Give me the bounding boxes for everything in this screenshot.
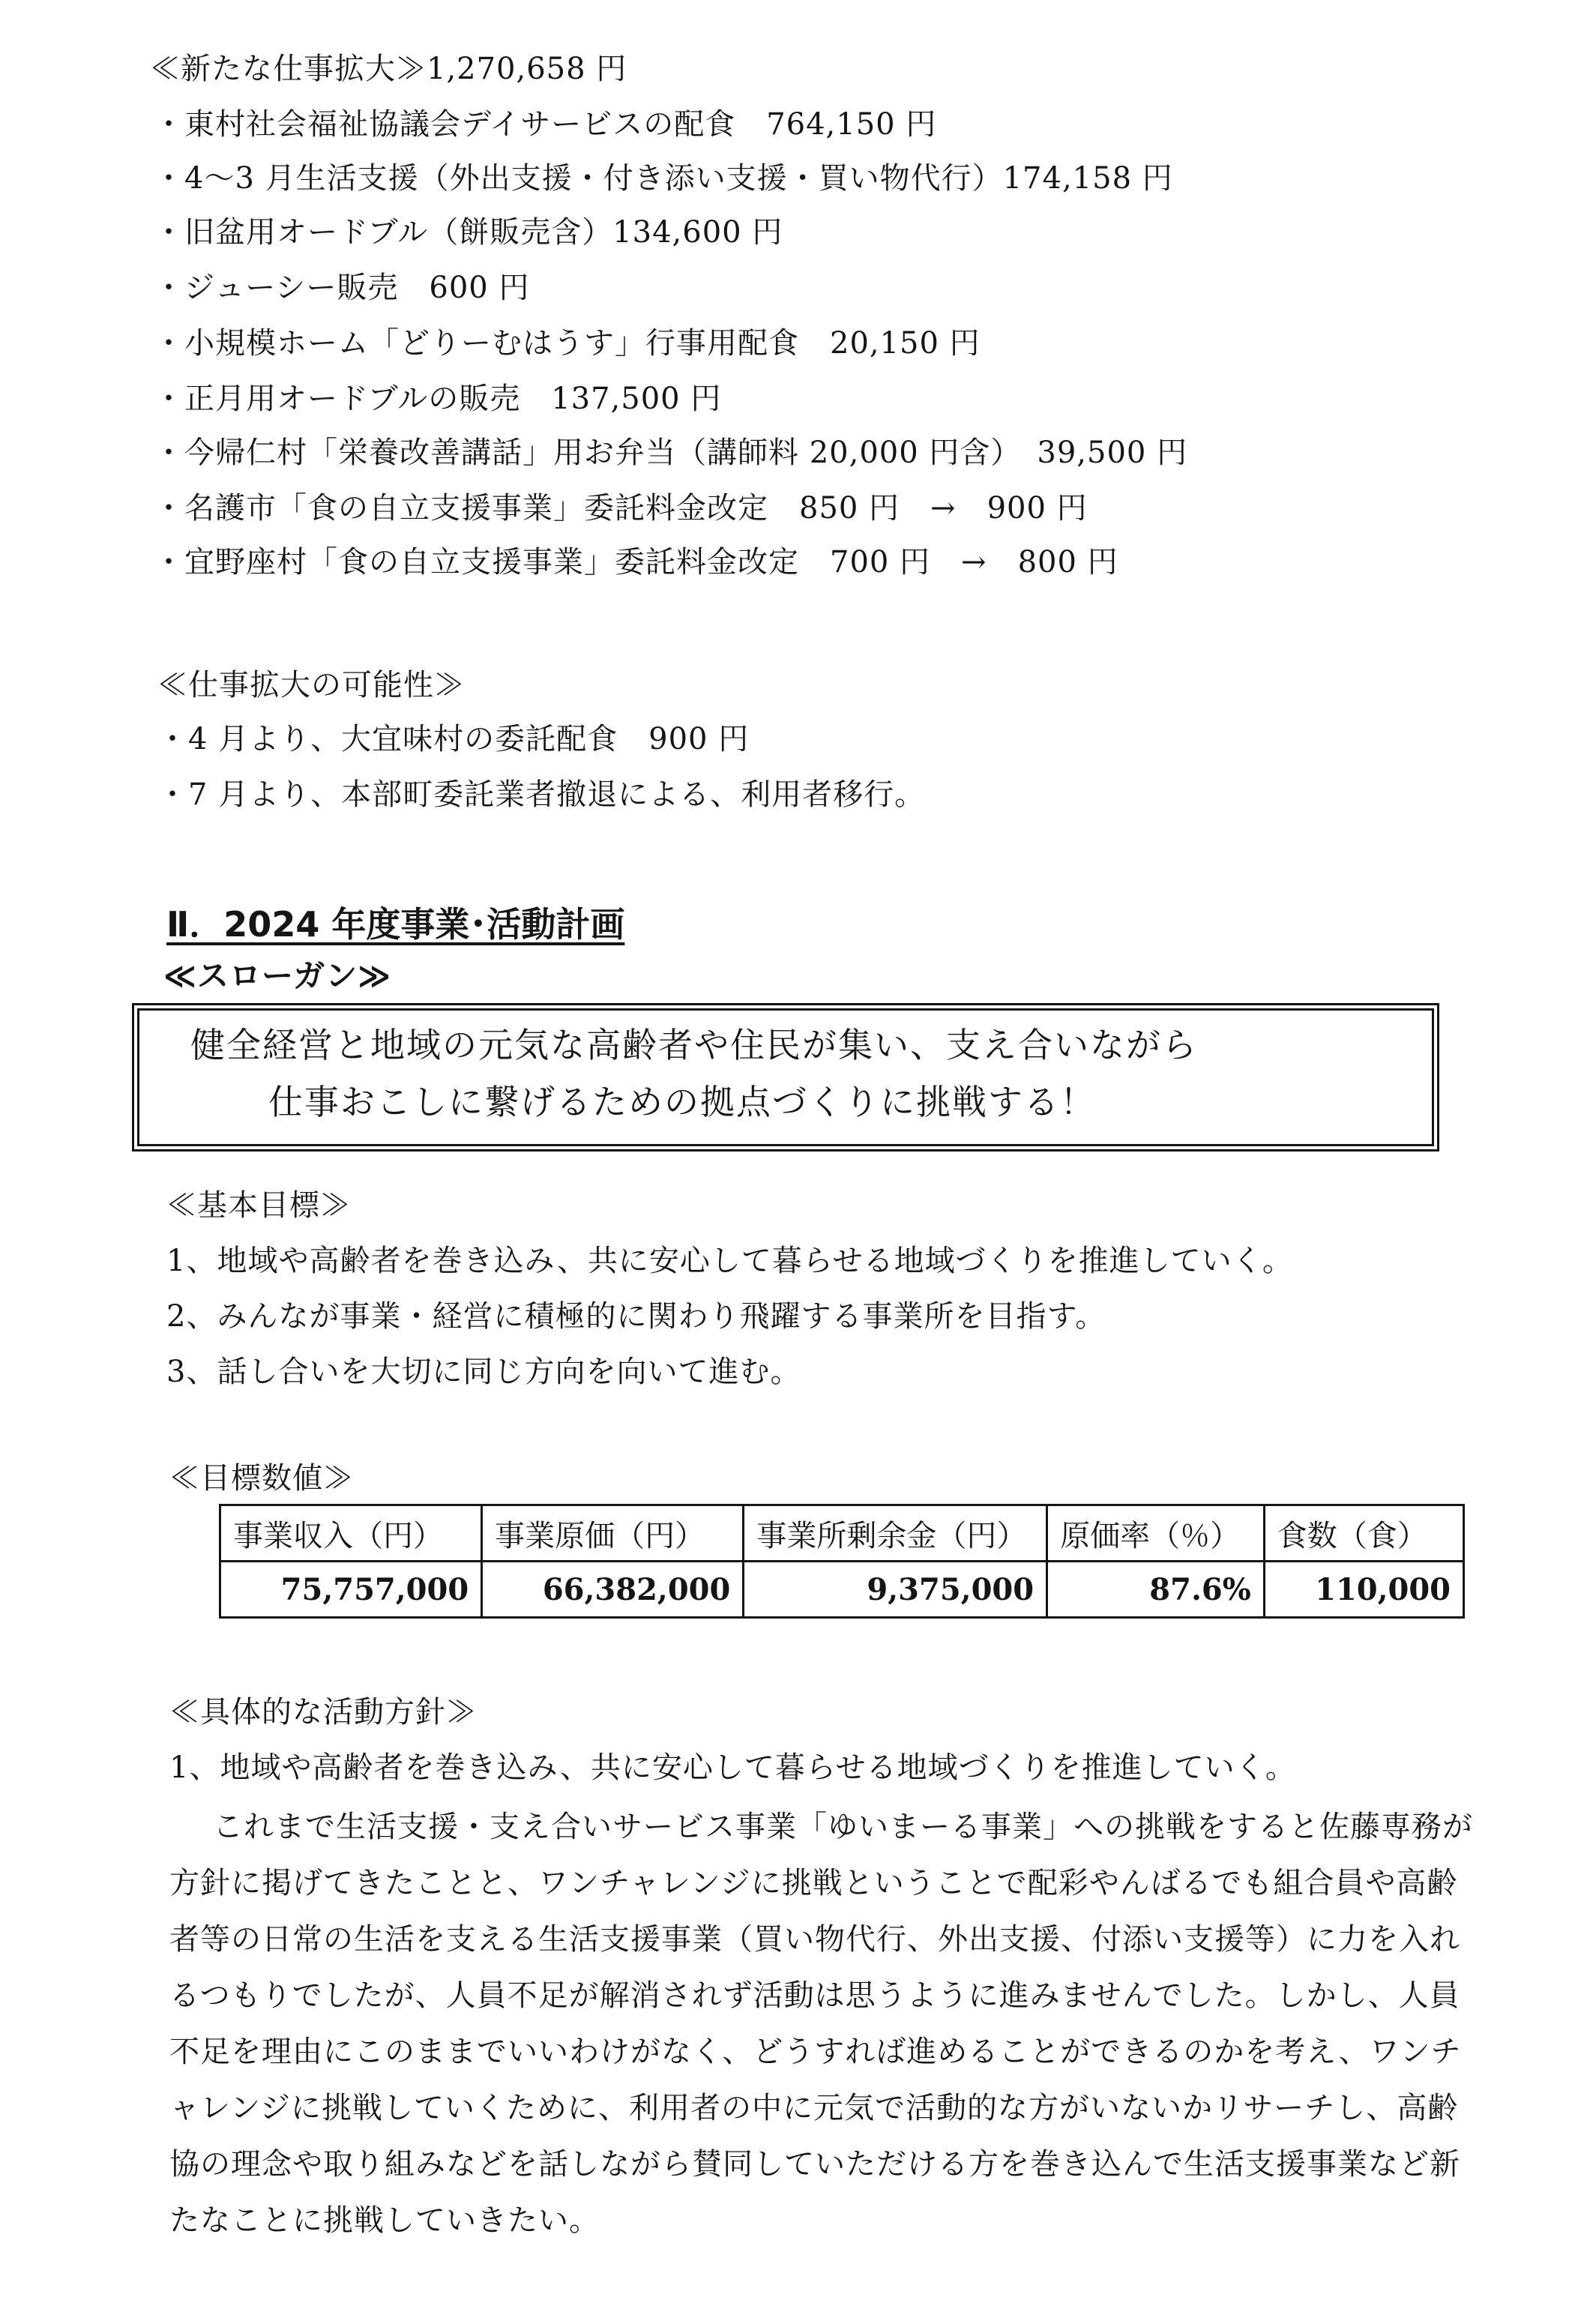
expansion-item: ・旧盆用オードブル（餅販売含）134,600 円: [154, 215, 783, 250]
policy-item: 1、地域や高齢者を巻き込み、共に安心して暮らせる地域づくりを推進していく。: [169, 1750, 1296, 1785]
slogan-line: 健全経営と地域の元気な高齢者や住民が集い、支え合いながら: [190, 1025, 1198, 1065]
table-header-row: [220, 1505, 1464, 1562]
targets-heading: ≪目標数値≫: [169, 1461, 354, 1496]
goal-item: 1、地域や高齢者を巻き込み、共に安心して暮らせる地域づくりを推進していく。: [166, 1244, 1293, 1278]
table-cell: 75,757,000: [220, 1562, 482, 1618]
slogan-box: [132, 1003, 1439, 1152]
possibility-item: ・4 月より、大宜味村の委託配食 900 円: [157, 722, 750, 756]
goal-item: 3、話し合いを大切に同じ方向を向いて進む。: [166, 1355, 801, 1389]
goal-item: 2、みんなが事業・経営に積極的に関わり飛躍する事業所を目指す。: [166, 1299, 1106, 1334]
targets-table: [219, 1504, 1465, 1619]
expansion-item: ・今帰仁村「栄養改善講話」用お弁当（講師料 20,000 円含） 39,500 円: [154, 436, 1188, 470]
table-header-cell: 食数（食）: [1264, 1505, 1463, 1562]
table-cell: 87.6%: [1047, 1562, 1265, 1618]
table-header-cell: 事業所剰余金（円）: [744, 1505, 1047, 1562]
slogan-heading: ≪スローガン≫: [163, 957, 392, 994]
expansion-item: ・4〜3 月生活支援（外出支援・付き添い支援・買い物代行）174,158 円: [154, 161, 1173, 196]
slogan-line: 仕事おこしに繋げるための拠点づくりに挑戦する！: [268, 1082, 1096, 1122]
table-row: [220, 1562, 1464, 1618]
table-cell: 110,000: [1264, 1562, 1463, 1618]
expansion-item: ・ジューシー販売 600 円: [154, 271, 530, 305]
expansion-item: ・名護市「食の自立支援事業」委託料金改定 850 円 → 900 円: [154, 491, 1088, 526]
table-header-cell: 事業収入（円）: [220, 1505, 482, 1562]
table-header-cell: 原価率（％）: [1047, 1505, 1265, 1562]
expansion-heading: ≪新たな仕事拡大≫1,270,658 円: [150, 52, 627, 86]
expansion-item: ・宜野座村「食の自立支援事業」委託料金改定 700 円 → 800 円: [154, 545, 1118, 580]
goals-heading: ≪基本目標≫: [166, 1188, 351, 1223]
policy-heading: ≪具体的な活動方針≫: [169, 1695, 477, 1730]
policy-paragraph-text: これまで生活支援・支え合いサービス事業「ゆいまーる事業」への挑戦をすると佐藤専務が方針に掲げてきたことと、ワンチャレンジに挑戦ということで配彩やんばるでも組合員や高齢者等の日常の生活を支える生活支援事業（買い物代行、外出支援、付添い支援等）に力を入れるつもりでしたが、人員不足が解消されず活動は思うように進みませんでした。しかし、人員不足を理由にこのままでいいわけがなく、どうすれば進めることができるのかを考え、ワンチャレンジに挑戦していくために、利用者の中に元気で活動的な方がいないかリサーチし、高齢協の理念や取り組みなどを話しながら賛同していただける方を巻き込んで生活支援事業など新たなことに挑戦していきたい。: [169, 1810, 1473, 2238]
expansion-item: ・東村社会福祉協議会デイサービスの配食 764,150 円: [154, 107, 937, 142]
table-header-cell: 事業原価（円）: [482, 1505, 744, 1562]
possibility-heading: ≪仕事拡大の可能性≫: [157, 668, 465, 702]
expansion-item: ・小規模ホーム「どりーむはうす」行事用配食 20,150 円: [154, 326, 981, 361]
expansion-item: ・正月用オードブルの販売 137,500 円: [154, 382, 722, 416]
table-cell: 66,382,000: [482, 1562, 744, 1618]
table-cell: 9,375,000: [744, 1562, 1047, 1618]
section-title: Ⅱ．2024 年度事業･活動計画: [166, 904, 625, 945]
possibility-item: ・7 月より、本部町委託業者撤退による、利用者移行。: [157, 777, 926, 812]
policy-paragraph: [169, 1799, 1481, 2249]
